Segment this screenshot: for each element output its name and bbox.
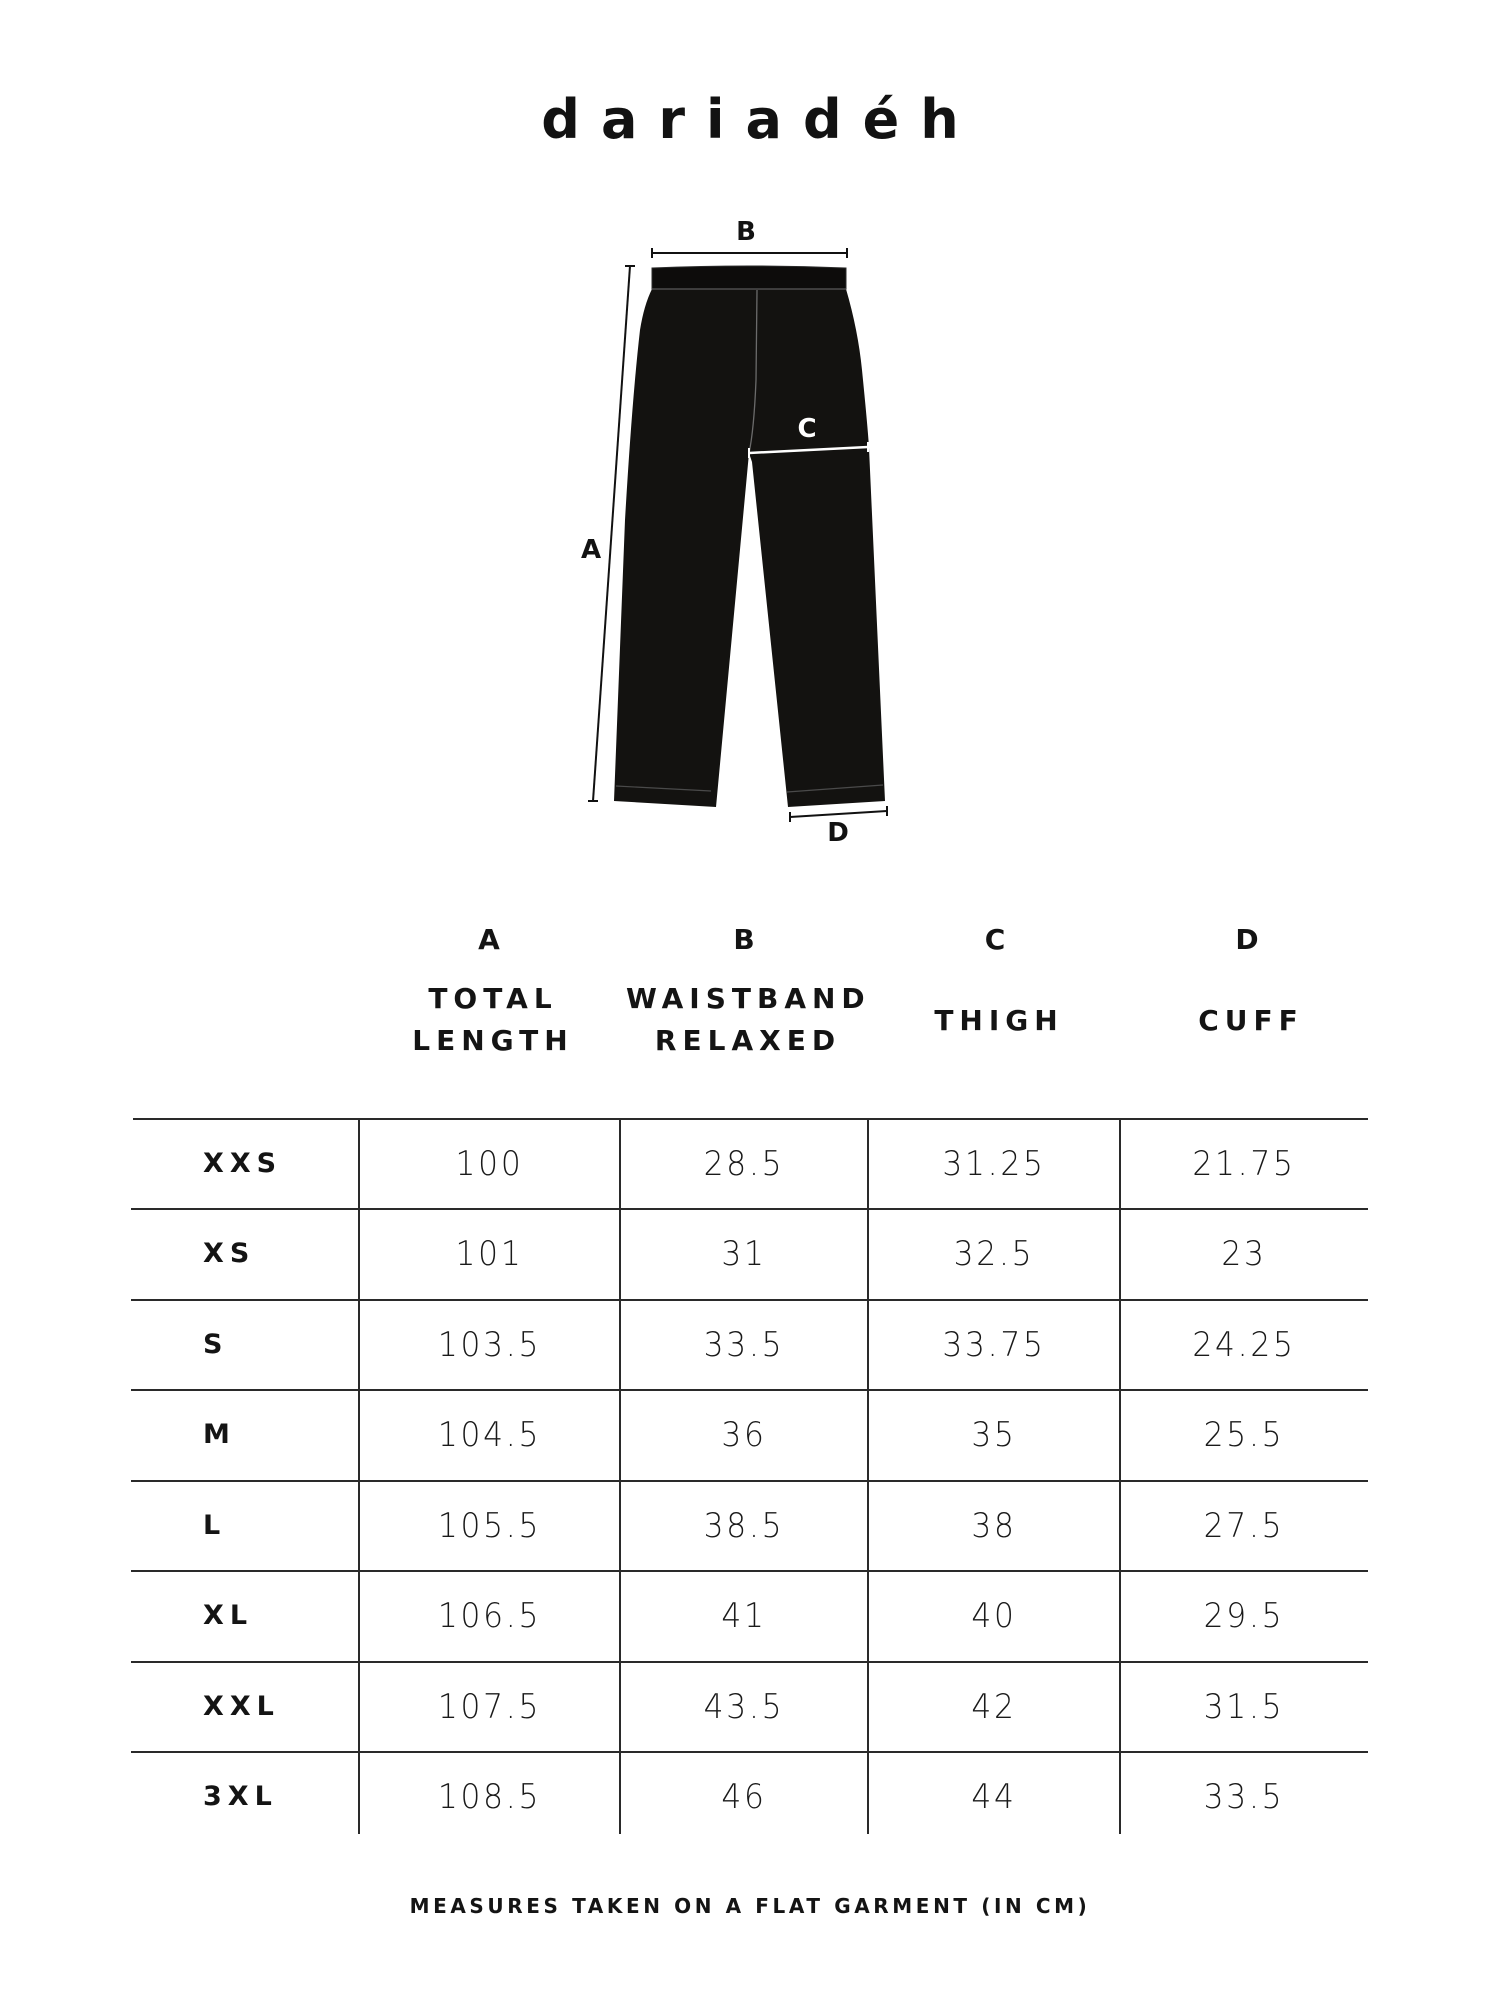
size-label: XL <box>203 1600 254 1631</box>
column-name: TOTAL <box>428 982 558 1015</box>
column-letter: B <box>733 923 757 956</box>
cell-waistband: 38.5 <box>703 1506 785 1546</box>
column-name: LENGTH <box>412 1024 574 1057</box>
size-label: XXL <box>203 1691 280 1722</box>
cell-thigh: 31.25 <box>942 1144 1046 1184</box>
diagram-label-b: B <box>736 217 756 247</box>
column-letter: D <box>1235 923 1261 956</box>
cell-total-length: 103.5 <box>437 1325 542 1365</box>
size-label: L <box>203 1510 227 1541</box>
cell-total-length: 101 <box>455 1234 524 1274</box>
size-label: XXS <box>203 1148 283 1179</box>
cell-cuff: 29.5 <box>1203 1596 1285 1636</box>
table-row-l <box>131 1481 1368 1571</box>
cell-cuff: 23 <box>1221 1234 1267 1274</box>
cell-total-length: 100 <box>455 1144 524 1184</box>
cell-cuff: 27.5 <box>1203 1506 1285 1546</box>
cell-thigh: 40 <box>971 1596 1017 1636</box>
cell-cuff: 21.75 <box>1192 1144 1296 1184</box>
diagram-label-a: A <box>580 535 602 565</box>
table-row-xxl <box>131 1662 1368 1752</box>
cell-thigh: 42 <box>971 1687 1017 1727</box>
cell-thigh: 32.5 <box>953 1234 1035 1274</box>
size-label: XS <box>203 1238 256 1269</box>
cell-waistband: 46 <box>721 1777 767 1817</box>
cell-waistband: 36 <box>721 1415 767 1455</box>
cell-waistband: 33.5 <box>703 1325 785 1365</box>
diagram-label-c: C <box>797 414 817 444</box>
cell-waistband: 41 <box>721 1596 767 1636</box>
table-row-xl <box>131 1571 1368 1661</box>
cell-cuff: 24.25 <box>1192 1325 1296 1365</box>
measurement-note: MEASURES TAKEN ON A FLAT GARMENT (IN CM) <box>409 1894 1091 1918</box>
column-name: RELAXED <box>654 1024 842 1057</box>
cell-total-length: 106.5 <box>437 1596 542 1636</box>
column-name: CUFF <box>1198 1004 1304 1037</box>
table-row-m <box>131 1390 1368 1480</box>
diagram-label-d: D <box>827 818 849 848</box>
table-row-3xl <box>131 1752 1368 1842</box>
brand-logo: dariadéh <box>541 88 980 151</box>
cell-total-length: 108.5 <box>437 1777 542 1817</box>
cell-cuff: 31.5 <box>1203 1687 1285 1727</box>
cell-cuff: 33.5 <box>1203 1777 1285 1817</box>
size-label: M <box>203 1419 236 1450</box>
table-row-xs <box>131 1209 1368 1299</box>
column-name: THIGH <box>934 1004 1064 1037</box>
cell-thigh: 44 <box>971 1777 1017 1817</box>
cell-waistband: 43.5 <box>703 1687 785 1727</box>
column-name: WAISTBAND <box>626 982 871 1015</box>
table-row-xxs <box>131 1119 1368 1209</box>
cell-waistband: 31 <box>721 1234 767 1274</box>
column-letter: A <box>478 923 502 956</box>
cell-cuff: 25.5 <box>1203 1415 1285 1455</box>
cell-total-length: 107.5 <box>437 1687 542 1727</box>
column-letter: C <box>984 923 1008 956</box>
cell-total-length: 105.5 <box>437 1506 542 1546</box>
cell-waistband: 28.5 <box>703 1144 785 1184</box>
cell-thigh: 38 <box>971 1506 1017 1546</box>
size-label: 3XL <box>203 1781 278 1812</box>
table-row-s <box>131 1300 1368 1390</box>
size-label: S <box>203 1329 229 1360</box>
cell-total-length: 104.5 <box>437 1415 542 1455</box>
cell-thigh: 35 <box>971 1415 1017 1455</box>
cell-thigh: 33.75 <box>942 1325 1046 1365</box>
